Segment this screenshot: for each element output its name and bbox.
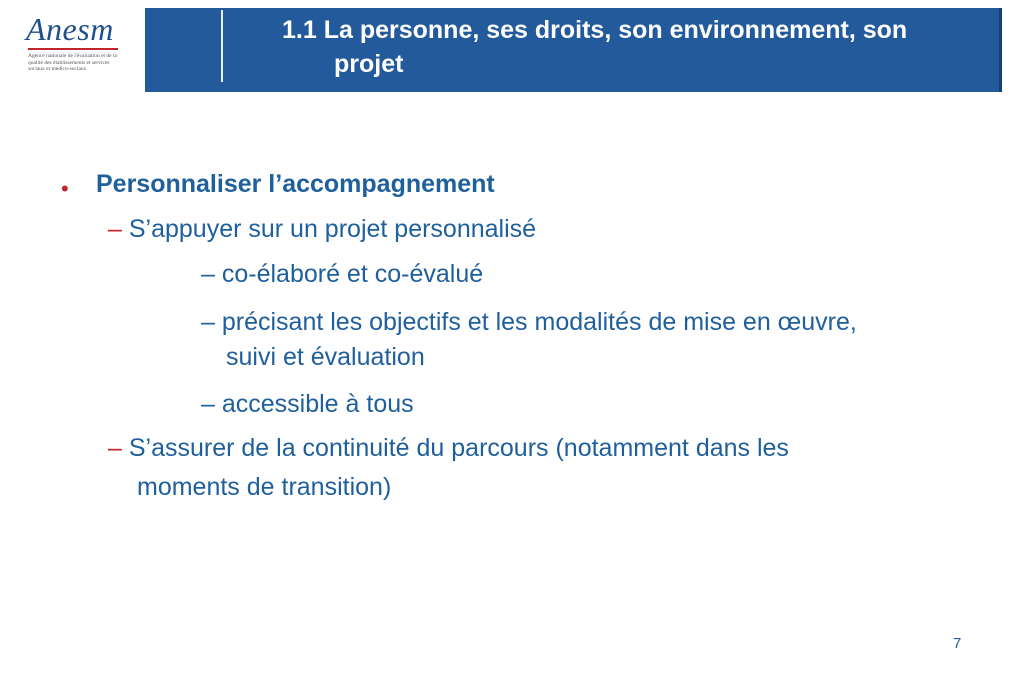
nested-item-1-dash: – bbox=[201, 260, 215, 288]
nested-item-3-text: accessible à tous bbox=[221, 390, 414, 418]
main-heading: Personnaliser l’accompagnement bbox=[96, 170, 495, 198]
logo-wordmark: Anesm bbox=[26, 11, 114, 47]
page-number: 7 bbox=[953, 635, 962, 652]
sub-item-2-text: S’assurer de la continuité du parcours (notamment dans les bbox=[128, 434, 789, 462]
nested-item-3 bbox=[201, 389, 414, 419]
sub-item-1-dash: – bbox=[108, 215, 122, 243]
sub-item-2 bbox=[108, 433, 789, 463]
sub-item-2-dash: – bbox=[108, 434, 122, 462]
slide-title-line2: projet bbox=[334, 50, 404, 78]
logo-tagline: Agence nationale de l'évaluation et de la qualité des établissements et services sociaux et médico-sociaux bbox=[28, 53, 117, 72]
sub-item-1-text: S’appuyer sur un projet personnalisé bbox=[128, 215, 537, 243]
nested-item-2-continued: suivi et évaluation bbox=[226, 343, 425, 371]
nested-item-2-text: précisant les objectifs et les modalités de mise en œuvre, bbox=[221, 308, 857, 336]
slide-title-line1: 1.1 La personne, ses droits, son environnement, son bbox=[282, 16, 908, 44]
nested-item-2 bbox=[201, 307, 857, 337]
nested-item-1 bbox=[201, 259, 483, 289]
nested-item-1-text: co-élaboré et co-évalué bbox=[221, 260, 484, 288]
sub-item-2-continued: moments de transition) bbox=[137, 473, 392, 501]
nested-item-3-dash: – bbox=[201, 390, 215, 418]
nested-item-2-dash: – bbox=[201, 308, 215, 336]
sub-item-1 bbox=[108, 214, 536, 244]
bullet-dot: • bbox=[61, 176, 69, 201]
